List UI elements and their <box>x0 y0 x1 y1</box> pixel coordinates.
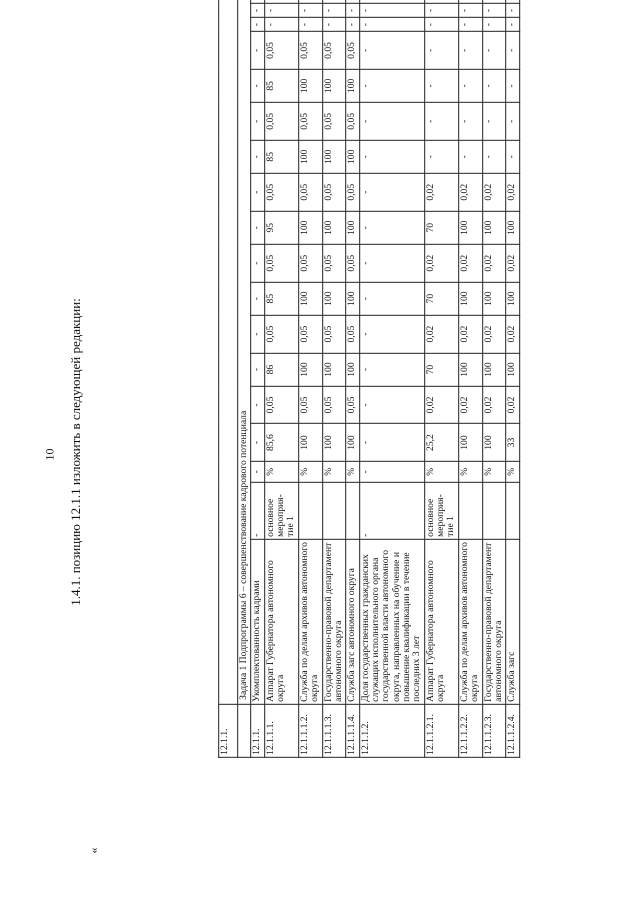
row-value-cell: 100 <box>459 353 483 386</box>
table-row <box>346 0 359 757</box>
task-code-cell <box>238 704 251 757</box>
table-row <box>298 0 322 757</box>
row-value-cell: 95 <box>264 211 298 244</box>
row-value-cell: 25,2 <box>424 424 458 462</box>
row-value-cell: 0,05 <box>298 244 322 282</box>
row-value-cell: - <box>482 69 506 102</box>
row-value-cell: 100 <box>506 211 519 244</box>
row-value-cell: - <box>251 140 264 173</box>
row-value-cell: 100 <box>322 140 346 173</box>
row-value-cell: - <box>482 140 506 173</box>
row-value-cell: - <box>346 3 359 17</box>
row-value-cell: - <box>482 3 506 17</box>
row-value-cell: 100 <box>459 282 483 315</box>
row-code-cell: 12.1.1.1.4. <box>346 704 359 757</box>
row-value-cell: 100 <box>298 140 322 173</box>
row-value-cell: - <box>298 18 322 32</box>
header-code-cell: 12.1.1. <box>219 704 238 757</box>
row-code-cell: 12.1.1.1. <box>264 704 298 757</box>
row-value-cell: 100 <box>298 282 322 315</box>
row-value-cell: - <box>251 173 264 211</box>
row-exec-cell <box>506 482 519 539</box>
row-value-cell: 0,05 <box>346 244 359 282</box>
row-value-cell: 0,05 <box>322 103 346 141</box>
table-row <box>506 0 519 757</box>
row-value-cell: 0,02 <box>459 315 483 353</box>
row-value-cell: 0,02 <box>506 173 519 211</box>
row-value-cell: - <box>359 173 424 211</box>
table-row <box>424 0 458 757</box>
row-name-cell: Служба по делам архивов автономного округа <box>298 539 322 704</box>
row-value-cell: - <box>424 69 458 102</box>
row-value-cell: - <box>264 18 298 32</box>
row-value-cell: - <box>251 424 264 462</box>
row-code-cell: 12.1.1.1.3. <box>322 704 346 757</box>
task-row <box>238 0 251 757</box>
row-value-cell: 100 <box>322 211 346 244</box>
row-value-cell: - <box>251 315 264 353</box>
row-value-cell <box>359 0 424 3</box>
row-value-cell: - <box>359 244 424 282</box>
row-unit-cell: % <box>482 461 506 482</box>
row-value-cell: 100 <box>346 282 359 315</box>
row-unit-cell: % <box>424 461 458 482</box>
row-value-cell: - <box>482 103 506 141</box>
row-value-cell: 0,05 <box>322 244 346 282</box>
row-value-cell: - <box>459 103 483 141</box>
row-value-cell: 100 <box>482 211 506 244</box>
row-unit-cell: % <box>459 461 483 482</box>
row-value-cell: 100 <box>322 424 346 462</box>
row-value-cell: 0,05 <box>346 386 359 424</box>
task-text-cell: Задача 1 Подпрограммы 6 – совершенствование кадрового потенциала <box>238 0 251 704</box>
row-value-cell: - <box>359 315 424 353</box>
row-value-cell: - <box>359 140 424 173</box>
row-value-cell: - <box>459 32 483 70</box>
row-value-cell: 100 <box>346 211 359 244</box>
row-value-cell <box>482 0 506 3</box>
table-row <box>264 0 298 757</box>
row-value-cell: - <box>251 3 264 17</box>
row-value-cell <box>251 0 264 3</box>
row-value-cell: - <box>506 69 519 102</box>
row-value-cell: 0,05 <box>346 173 359 211</box>
row-value-cell: 100 <box>322 353 346 386</box>
row-value-cell: 0,02 <box>482 315 506 353</box>
row-value-cell: 100 <box>482 353 506 386</box>
row-value-cell: - <box>424 140 458 173</box>
row-value-cell: 100 <box>482 424 506 462</box>
table-header-row <box>219 0 238 757</box>
row-value-cell: 70 <box>424 282 458 315</box>
row-value-cell: - <box>359 18 424 32</box>
row-unit-cell: % <box>298 461 322 482</box>
row-value-cell: - <box>359 386 424 424</box>
row-value-cell: 100 <box>506 282 519 315</box>
row-value-cell: 100 <box>482 282 506 315</box>
row-code-cell: 12.1.1.1.2. <box>298 704 322 757</box>
row-value-cell: - <box>322 3 346 17</box>
row-name-cell: Государственно-правовой департамент автономного округа <box>482 539 506 704</box>
row-value-cell: 0,02 <box>506 386 519 424</box>
heading-text: 1.4.1. позицию 12.1.1 изложить в следующей редакции: <box>68 298 83 606</box>
row-value-cell: 100 <box>322 69 346 102</box>
row-value-cell: 0,05 <box>322 386 346 424</box>
row-unit-cell: % <box>264 461 298 482</box>
row-exec-cell: основное мероприя-тие 1 <box>424 482 458 539</box>
row-value-cell: 100 <box>346 140 359 173</box>
row-value-cell: 70 <box>424 211 458 244</box>
row-value-cell: - <box>424 18 458 32</box>
row-value-cell: 100 <box>346 353 359 386</box>
row-unit-cell: % <box>506 461 519 482</box>
row-value-cell: 0,05 <box>264 386 298 424</box>
row-name-cell: Служба загс <box>506 539 519 704</box>
row-value-cell: - <box>251 353 264 386</box>
row-unit-cell: - <box>359 461 424 482</box>
row-value-cell: 33 <box>506 424 519 462</box>
row-value-cell: 100 <box>459 211 483 244</box>
row-value-cell: 100 <box>459 424 483 462</box>
table-row <box>482 0 506 757</box>
table-row <box>359 0 424 757</box>
row-value-cell: 0,02 <box>506 315 519 353</box>
row-value-cell: - <box>424 3 458 17</box>
row-name-cell: Служба загс автономного округа <box>346 539 359 704</box>
row-value-cell: - <box>506 103 519 141</box>
page-number: 10 <box>42 448 57 461</box>
row-code-cell: 12.1.1. <box>251 704 264 757</box>
row-exec-cell <box>298 482 322 539</box>
row-value-cell: 0,02 <box>506 244 519 282</box>
row-value-cell <box>264 0 298 3</box>
row-exec-cell <box>322 482 346 539</box>
row-value-cell: 0,05 <box>322 173 346 211</box>
row-value-cell: - <box>359 353 424 386</box>
row-exec-cell: основное мероприя-тие 1 <box>264 482 298 539</box>
row-value-cell: 85 <box>264 69 298 102</box>
row-value-cell: - <box>359 211 424 244</box>
row-exec-cell <box>482 482 506 539</box>
row-unit-cell: % <box>322 461 346 482</box>
row-value-cell: - <box>251 103 264 141</box>
row-unit-cell: - <box>251 461 264 482</box>
row-value-cell: - <box>506 140 519 173</box>
row-value-cell: 100 <box>322 282 346 315</box>
row-value-cell <box>346 0 359 3</box>
row-value-cell: - <box>251 386 264 424</box>
row-value-cell: 0,02 <box>459 386 483 424</box>
row-value-cell: 0,05 <box>346 315 359 353</box>
row-value-cell: - <box>359 282 424 315</box>
row-value-cell: 100 <box>298 211 322 244</box>
row-value-cell: 0,02 <box>424 173 458 211</box>
row-value-cell: 0,05 <box>298 315 322 353</box>
row-value-cell: 0,05 <box>264 32 298 70</box>
row-value-cell: - <box>482 18 506 32</box>
row-value-cell: 0,05 <box>346 32 359 70</box>
quote-mark: « <box>86 847 101 854</box>
table-row <box>322 0 346 757</box>
row-name-cell: Аппарат Губернатора автономного округа <box>424 539 458 704</box>
row-value-cell: - <box>506 18 519 32</box>
row-value-cell: 0,02 <box>482 244 506 282</box>
row-value-cell: 100 <box>346 424 359 462</box>
row-value-cell: - <box>459 18 483 32</box>
row-value-cell: - <box>359 3 424 17</box>
header-empty-cell <box>219 0 238 704</box>
row-value-cell: 0,02 <box>459 244 483 282</box>
row-value-cell: 85,6 <box>264 424 298 462</box>
row-value-cell: 0,05 <box>322 32 346 70</box>
row-value-cell <box>322 0 346 3</box>
row-value-cell: 0,02 <box>424 386 458 424</box>
row-value-cell: 0,02 <box>482 173 506 211</box>
row-value-cell: - <box>322 18 346 32</box>
row-value-cell <box>298 0 322 3</box>
row-value-cell: 0,02 <box>459 173 483 211</box>
row-value-cell: 70 <box>424 353 458 386</box>
row-name-cell: Укомплектованность кадрами <box>251 539 264 704</box>
row-value-cell: 0,02 <box>482 386 506 424</box>
row-value-cell: 0,05 <box>322 315 346 353</box>
row-value-cell: - <box>482 32 506 70</box>
row-code-cell: 12.1.1.2.2. <box>459 704 483 757</box>
row-name-cell: Государственно-правовой департамент автономного округа <box>322 539 346 704</box>
row-exec-cell <box>459 482 483 539</box>
row-value-cell: - <box>251 282 264 315</box>
row-value-cell: - <box>359 103 424 141</box>
table-body <box>219 0 520 757</box>
row-value-cell <box>506 0 519 3</box>
row-value-cell: - <box>359 69 424 102</box>
row-value-cell: - <box>264 3 298 17</box>
row-value-cell: - <box>459 69 483 102</box>
row-code-cell: 12.1.1.2. <box>359 704 424 757</box>
row-value-cell: - <box>251 211 264 244</box>
row-value-cell: - <box>251 244 264 282</box>
row-exec-cell: - <box>251 482 264 539</box>
row-value-cell: 0,05 <box>264 103 298 141</box>
row-value-cell: 0,05 <box>264 244 298 282</box>
row-value-cell: 0,02 <box>424 244 458 282</box>
row-value-cell: - <box>359 32 424 70</box>
row-value-cell: - <box>424 103 458 141</box>
row-code-cell: 12.1.1.2.4. <box>506 704 519 757</box>
row-value-cell: 100 <box>506 353 519 386</box>
row-value-cell: 0,05 <box>298 32 322 70</box>
row-value-cell: 85 <box>264 140 298 173</box>
row-name-cell: Служба по делам архивов автономного округа <box>459 539 483 704</box>
row-value-cell: - <box>424 32 458 70</box>
row-value-cell: - <box>506 32 519 70</box>
rotated-table <box>218 0 520 758</box>
row-value-cell: - <box>251 32 264 70</box>
row-value-cell: 85 <box>264 282 298 315</box>
row-value-cell: - <box>459 3 483 17</box>
row-name-cell: Доля государственных гражданских служащих исполнительного органа государственной власти автономного округа, направленных на обучение и повышение квалификации в течение последних 3 лет <box>359 539 424 704</box>
row-exec-cell: - <box>359 482 424 539</box>
row-value-cell: 0,05 <box>264 315 298 353</box>
row-value-cell: - <box>346 18 359 32</box>
row-value-cell: - <box>251 69 264 102</box>
row-value-cell: - <box>251 18 264 32</box>
row-code-cell: 12.1.1.2.3. <box>482 704 506 757</box>
row-value-cell: 0,05 <box>298 386 322 424</box>
row-value-cell: - <box>459 140 483 173</box>
row-value-cell: 86 <box>264 353 298 386</box>
row-code-cell: 12.1.1.2.1. <box>424 704 458 757</box>
row-exec-cell <box>346 482 359 539</box>
row-name-cell: Аппарат Губернатора автономного округа <box>264 539 298 704</box>
row-value-cell: 0,02 <box>424 315 458 353</box>
row-value-cell: 100 <box>298 353 322 386</box>
row-value-cell <box>424 0 458 3</box>
indicator-table <box>218 0 520 758</box>
row-value-cell: 100 <box>298 69 322 102</box>
row-value-cell: 0,05 <box>264 173 298 211</box>
row-value-cell: 0,05 <box>298 173 322 211</box>
row-unit-cell: % <box>346 461 359 482</box>
row-value-cell <box>459 0 483 3</box>
table-row <box>251 0 264 757</box>
row-value-cell: - <box>298 3 322 17</box>
row-value-cell: 0,05 <box>298 103 322 141</box>
row-value-cell: 100 <box>298 424 322 462</box>
row-value-cell: 0,05 <box>346 103 359 141</box>
row-value-cell: - <box>359 424 424 462</box>
row-value-cell: 100 <box>346 69 359 102</box>
table-row <box>459 0 483 757</box>
row-value-cell: - <box>506 3 519 17</box>
